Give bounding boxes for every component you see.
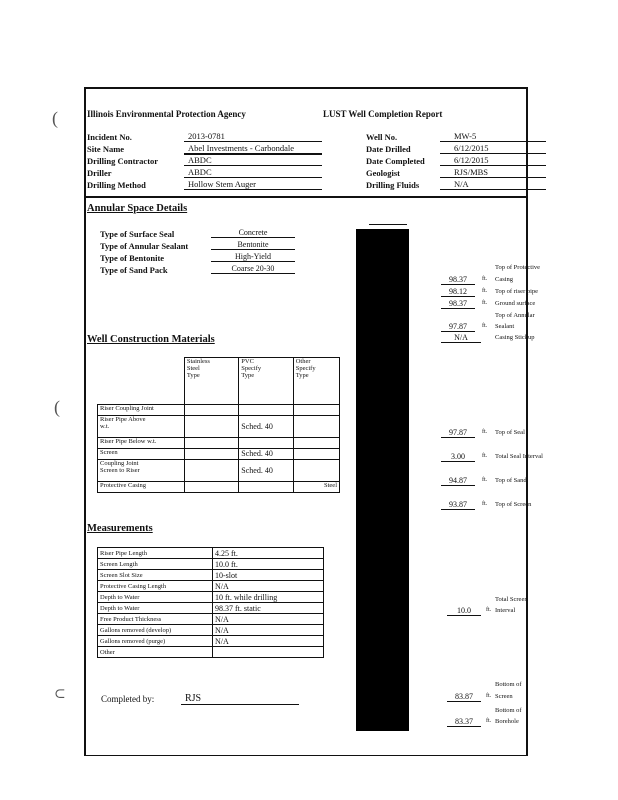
measurement-row [98,603,324,614]
unit-ft: ft. [482,276,488,282]
row-protective-label: Protective Casing [98,482,185,493]
unit-ft: ft. [482,323,488,329]
top-annular-value: 97.87 [441,322,475,332]
top-sand-label: Top of Sand [495,477,527,484]
measurement-label: Screen Length [98,559,213,570]
bottom-borehole-label-2: Borehole [495,718,519,725]
bottom-screen-value: 83.87 [447,692,481,702]
bottom-borehole-label-1: Bottom of [495,707,522,714]
bottom-borehole-value: 83.37 [447,717,481,727]
measurement-row [98,559,324,570]
well-value: MW-5 [440,131,546,142]
construction-table [97,357,340,493]
top-protective-label: Top of Protective [495,264,541,271]
surface-seal-value: Concrete [211,228,295,238]
driller-label: Driller [87,168,112,178]
col-pvc-header: PVC Specify Type [239,358,293,405]
measurement-value: N/A [213,614,324,625]
other-protective-value: Steel [293,482,339,493]
casing-stickup-value: N/A [441,333,481,343]
sand-pack-value: Coarse 20-30 [211,264,295,274]
measurements-table [97,547,324,658]
completed-by-label: Completed by: [101,694,155,704]
unit-ft: ft. [486,693,492,699]
measurement-label: Gallons removed (purge) [98,636,213,647]
measurement-value [213,647,324,658]
measurement-label: Free Product Thickness [98,614,213,625]
measurement-row [98,614,324,625]
col-steel-header: Stainless Steel Type [184,358,238,405]
driller-value: ABDC [184,167,322,178]
unit-ft: ft. [486,607,492,613]
seal-interval-label: Total Seal Interval [495,453,543,460]
geologist-label: Geologist [366,168,400,178]
row-screen-riser-label: Coupling Joint Screen to Riser [98,460,185,482]
sealant-label: Sealant [495,323,515,330]
drilled-value: 6/12/2015 [440,143,546,154]
unit-ft: ft. [482,501,488,507]
unit-ft: ft. [482,288,488,294]
drilled-label: Date Drilled [366,144,411,154]
bentonite-value: High-Yield [211,252,295,262]
sand-pack-label: Type of Sand Pack [100,265,168,275]
unit-ft: ft. [482,453,488,459]
measurement-row [98,625,324,636]
method-label: Drilling Method [87,180,146,190]
method-value: Hollow Stem Auger [184,179,322,190]
unit-ft: ft. [482,300,488,306]
contractor-value: ABDC [184,155,322,166]
top-annular-label: Top of Annular [495,312,535,319]
hole-punch-mark: ( [52,108,58,128]
measurement-row [98,647,324,658]
measurement-row [98,581,324,592]
top-seal-value: 97.87 [441,428,475,438]
row-screen-label: Screen [98,449,185,460]
fluids-value: N/A [440,179,546,190]
measurement-label: Protective Casing Length [98,581,213,592]
unit-ft: ft. [482,477,488,483]
measurement-value: 98.37 ft. static [213,603,324,614]
report-title: LUST Well Completion Report [323,109,443,119]
measurement-row [98,636,324,647]
measurement-value: 10-slot [213,570,324,581]
riser-top-label: Top of riser pipe [495,288,539,295]
top-sand-value: 94.87 [441,476,475,486]
measurement-label: Riser Pipe Length [98,548,213,559]
well-label: Well No. [366,132,398,142]
measurement-value: 4.25 ft. [213,548,324,559]
top-screen-label: Top of Screen [495,501,532,508]
construction-section-title: Well Construction Materials [87,334,215,345]
riser-top-value: 98.12 [441,287,475,297]
ground-surface-label: Ground surface [495,300,536,307]
completed-label: Date Completed [366,156,425,166]
measurement-label: Other [98,647,213,658]
completed-by-value: RJS [181,693,299,705]
row-coupling-label: Riser Coupling Joint [98,405,185,416]
measurement-row [98,548,324,559]
measurement-value: 10.0 ft. [213,559,324,570]
ground-surface-value: 98.37 [441,299,475,309]
measurement-value: 10 ft. while drilling [213,592,324,603]
pvc-screen-riser-value: Sched. 40 [239,460,293,482]
measurement-value: N/A [213,625,324,636]
measurement-label: Screen Slot Size [98,570,213,581]
annular-sealant-value: Bentonite [211,240,295,250]
measurement-value: N/A [213,636,324,647]
top-protective-value: 98.37 [441,275,475,285]
incident-label: Incident No. [87,132,132,142]
casing-stickup-label: Casing Stickup [495,334,535,341]
bottom-screen-label-1: Bottom of [495,681,522,688]
surface-seal-label: Type of Surface Seal [100,229,175,239]
seal-interval-value: 3.00 [441,452,475,462]
measurements-section-title: Measurements [87,523,153,534]
incident-value: 2013-0781 [184,131,322,142]
measurement-label: Depth to Water [98,603,213,614]
casing-label: Casing [495,276,514,283]
geologist-value: RJS/MBS [440,167,546,178]
measurement-label: Gallons removed (develop) [98,625,213,636]
unit-ft: ft. [482,429,488,435]
header-divider [84,196,526,198]
row-riser-above-label: Riser Pipe Above w.t. [98,416,185,438]
contractor-label: Drilling Contractor [87,156,159,166]
site-value: Abel Investments - Carbondale [184,143,322,155]
col-other-header: Other Specify Type [293,358,339,405]
hole-punch-mark: ( [54,397,60,417]
top-seal-label: Top of Seal [495,429,525,436]
top-screen-value: 93.87 [441,500,475,510]
pvc-riser-above-value: Sched. 40 [239,416,293,438]
measurement-label: Depth to Water [98,592,213,603]
unit-ft: ft. [486,718,492,724]
hole-punch-mark: ⊂ [54,687,66,702]
bentonite-label: Type of Bentonite [100,253,165,263]
bottom-screen-label-2: Screen [495,693,513,700]
measurement-row [98,592,324,603]
screen-interval-label-1: Total Screen [495,596,528,603]
fluids-label: Drilling Fluids [366,180,420,190]
agency-title: Illinois Environmental Protection Agency [87,109,246,119]
measurement-row [98,570,324,581]
well-column-graphic [356,229,409,731]
casing-cap-line [369,224,407,225]
completed-value: 6/12/2015 [440,155,546,166]
annular-sealant-label: Type of Annular Sealant [100,241,189,251]
screen-interval-value: 10.0 [447,606,481,616]
site-label: Site Name [87,144,125,154]
row-riser-below-label: Riser Pipe Below w.t. [98,438,185,449]
annular-section-title: Annular Space Details [87,203,188,214]
measurement-value: N/A [213,581,324,592]
pvc-screen-value: Sched. 40 [239,449,293,460]
screen-interval-label-2: Interval [495,607,516,614]
